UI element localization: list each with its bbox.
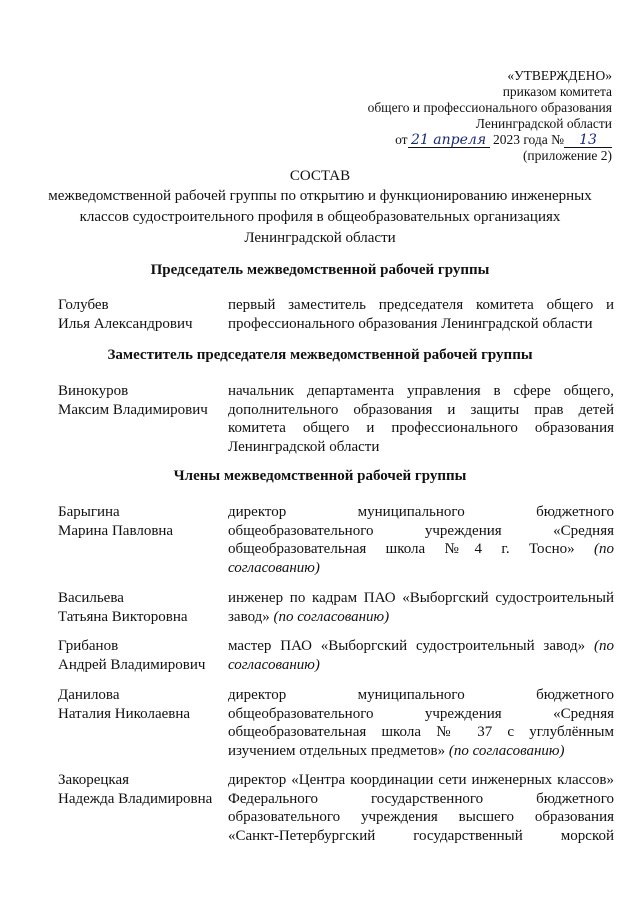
member-role <box>228 771 614 845</box>
member-name: Данилова Наталия Николаевна <box>58 687 191 722</box>
member-note: (по согласованию) <box>273 608 390 625</box>
member-name: Барыгина Марина Павловна <box>58 504 174 539</box>
member-role <box>228 637 614 674</box>
handwritten-date: 21 апреля <box>408 133 490 148</box>
member-role-text: директор «Центра координации сети инженерных классов» Федерального государственного бюджетного образовательного учреждения высшего образования «Санкт-Петербургский государственный морской <box>228 772 614 844</box>
member-role: первый заместитель председателя комитета общего и профессионального образования Ленинградской области <box>228 297 614 332</box>
approval-line-3: общего и профессионального образования <box>367 100 612 115</box>
member-name: Васильева Татьяна Викторовна <box>58 590 188 625</box>
member-role: начальник департамента управления в сфере общего, дополнительного образования и защиты прав детей комитета общего и профессионального образования Ленинградской области <box>228 383 614 455</box>
member-name: Закорецкая Надежда Владимировна <box>58 772 213 807</box>
member-role <box>228 686 614 760</box>
approval-title: «УТВЕРЖДЕНО» <box>507 68 612 83</box>
member-role <box>228 503 614 577</box>
date-year: 2023 года № <box>492 132 564 147</box>
document-subtitle: межведомственной рабочей группы по открытию и функционированию инженерных классов судостроительного профиля в общеобразовательных организациях Ленинградской области <box>48 188 592 246</box>
member-role-text: директор муниципального бюджетного общеобразовательного учреждения «Средняя общеобразовательная школа №4 г. Тосно» <box>228 504 614 557</box>
section-heading-chair: Председатель межведомственной рабочей группы <box>150 262 490 278</box>
member-note: (по согласованию) <box>448 742 565 759</box>
member-role-text: мастер ПАО «Выборгский судостроительный завод» <box>228 638 586 654</box>
member-note: (по согласованию) <box>228 638 615 673</box>
member-name: Голубев Илья Александрович <box>58 297 193 332</box>
approval-appendix: (приложение 2) <box>522 148 612 163</box>
handwritten-number: 13 <box>564 133 612 148</box>
section-heading-members: Члены межведомственной рабочей группы <box>173 468 467 484</box>
section-heading-deputy: Заместитель председателя межведомственной рабочей группы <box>107 347 533 363</box>
member-role-text: директор муниципального бюджетного общеобразовательного учреждения «Средняя общеобразовательная школа № 37 с углублённым изучением отдельных предметов» <box>228 687 614 759</box>
member-name: Грибанов Андрей Владимирович <box>58 638 206 673</box>
member-note: (по согласованию) <box>228 541 615 576</box>
member-name: Винокуров Максим Владимирович <box>58 383 208 418</box>
approval-line-4: Ленинградской области <box>475 116 612 131</box>
approval-line-2: приказом комитета <box>502 84 612 99</box>
document-title: СОСТАВ <box>289 168 351 184</box>
approval-date-line <box>368 132 612 148</box>
date-prefix: от <box>395 132 408 147</box>
approval-block <box>368 68 612 164</box>
member-role <box>228 589 614 626</box>
member-role-text: инженер по кадрам ПАО «Выборгский судостроительный завод» <box>228 590 614 625</box>
